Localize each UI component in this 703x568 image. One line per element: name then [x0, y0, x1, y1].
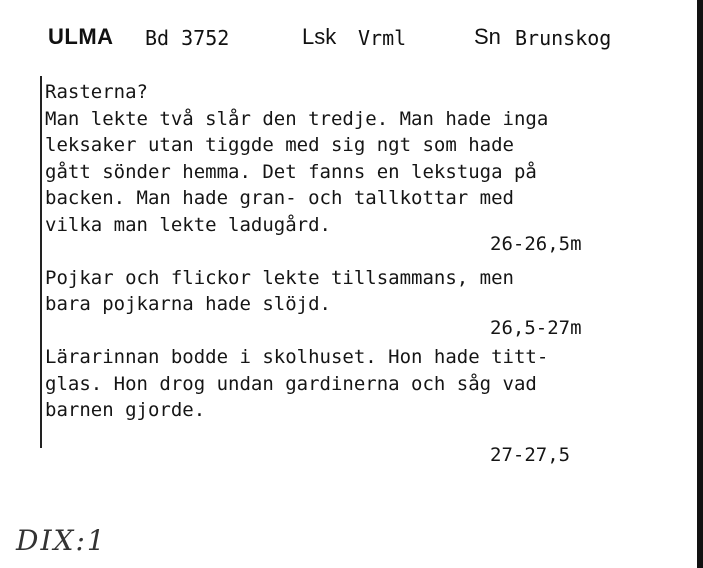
county-label: Lsk	[302, 24, 337, 49]
record-number: Bd 3752	[145, 26, 230, 50]
county-value: Vrml	[358, 26, 407, 50]
tape-reference-3: 27-27,5	[490, 444, 571, 466]
text-line	[45, 238, 685, 265]
archive-name: ULMA	[48, 24, 114, 49]
parish-label: Sn	[474, 24, 501, 49]
tape-reference-2: 26,5-27m	[490, 317, 582, 339]
text-line: leksaker utan tiggde med sig ngt som hade	[45, 134, 514, 156]
text-line: Rasterna?	[45, 81, 148, 103]
text-line: Pojkar och flickor lekte tillsammans, men	[45, 266, 514, 289]
text-line: glas. Hon drog undan gardinerna och såg vad	[45, 372, 537, 395]
typed-text	[45, 79, 685, 424]
text-line: vilka man lekte ladugård.	[45, 213, 331, 236]
parish-value: Brunskog	[515, 26, 612, 50]
text-line: Man lekte två slår den tredje. Man hade inga	[45, 107, 549, 130]
card-edge	[697, 0, 703, 568]
text-line	[45, 318, 685, 345]
tape-reference-1: 26-26,5m	[490, 233, 582, 255]
text-line: barnen gjorde.	[45, 399, 206, 421]
text-line: bara pojkarna hade slöjd.	[45, 293, 331, 315]
text-line: Lärarinnan bodde i skolhuset. Hon hade titt-	[45, 346, 549, 368]
handwritten-code: DIX:1	[16, 524, 107, 557]
margin-line	[40, 76, 42, 448]
card-header	[0, 24, 703, 60]
text-line: gått sönder hemma. Det fanns en lekstuga på	[45, 160, 537, 183]
text-line: backen. Man hade gran- och tallkottar med	[45, 187, 514, 209]
